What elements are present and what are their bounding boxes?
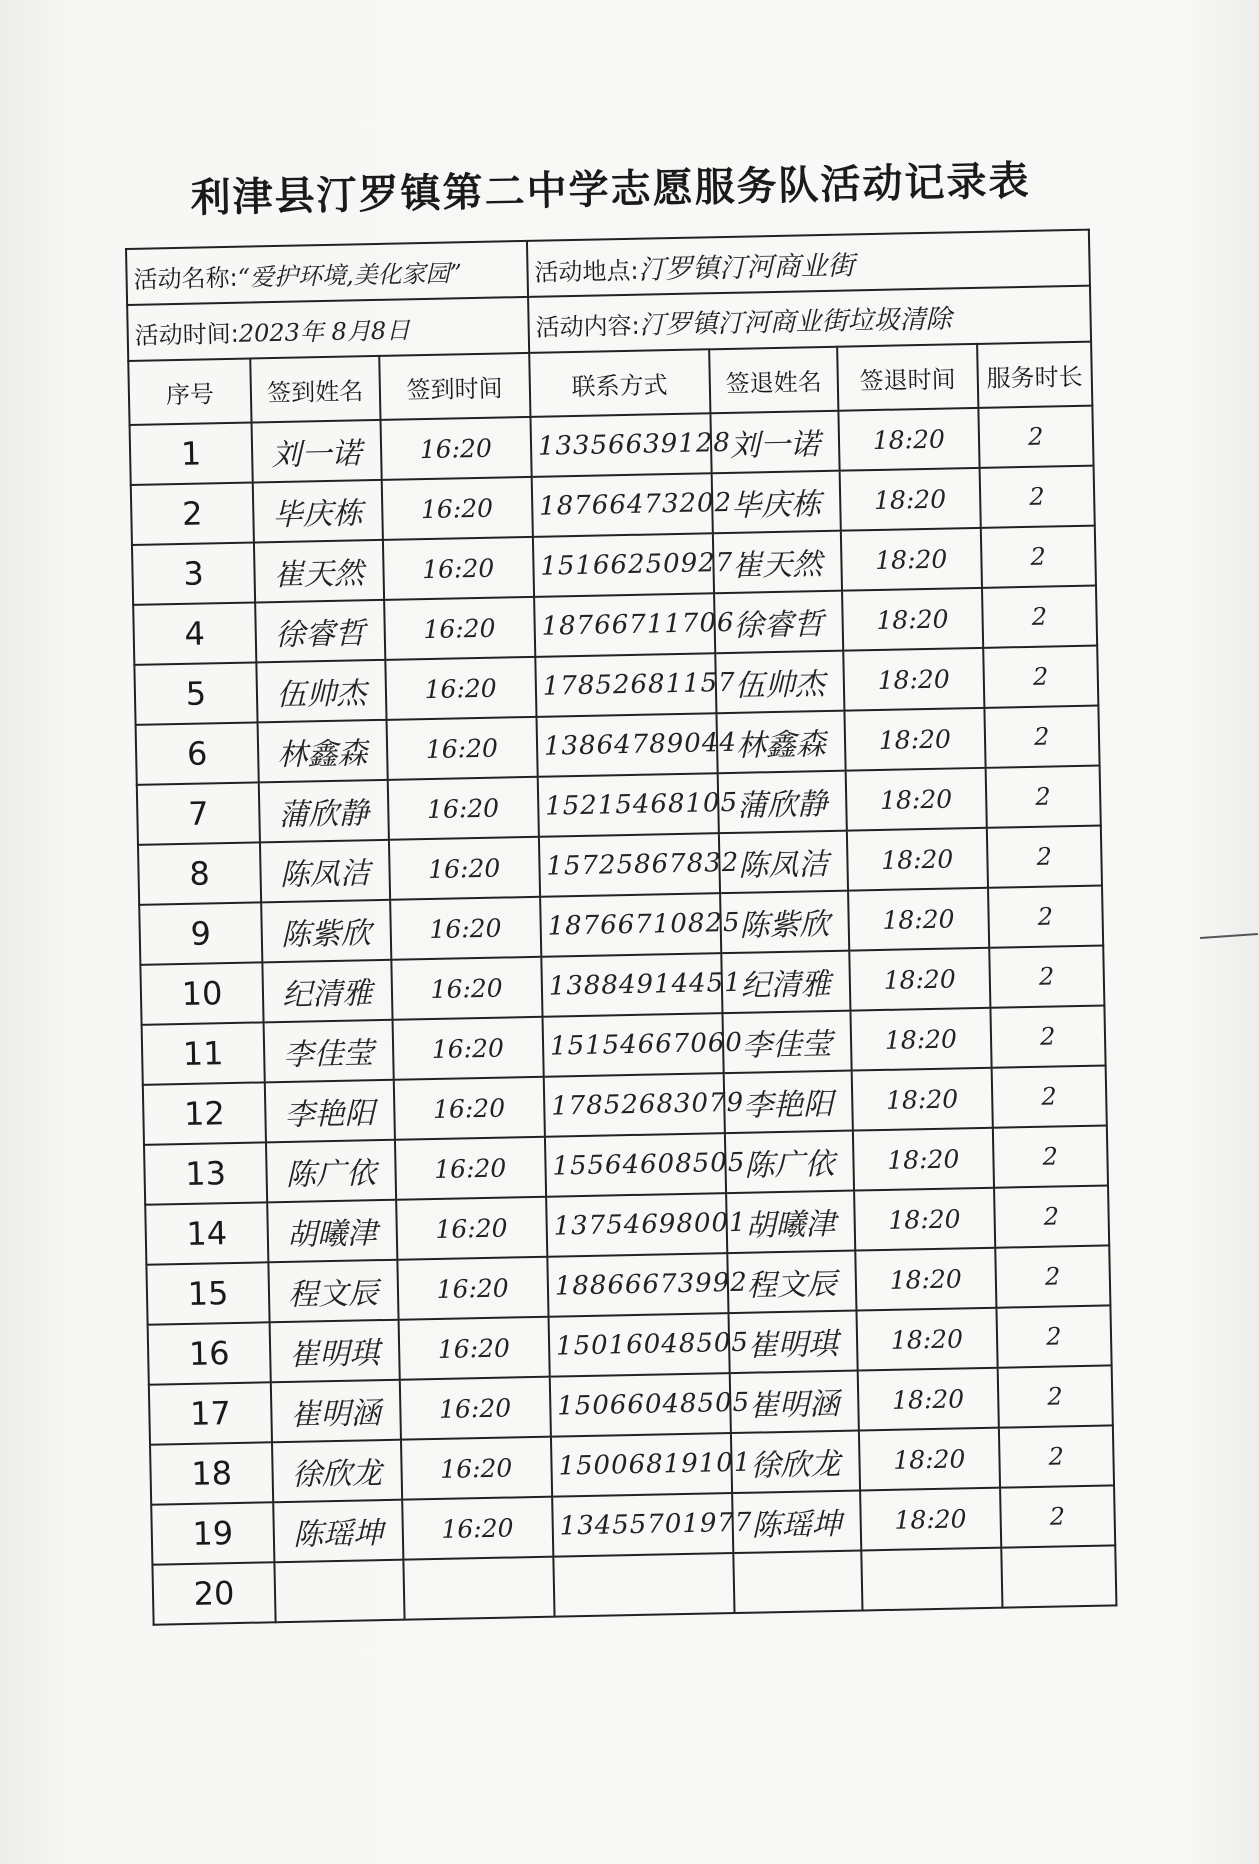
service-hours-cell: 2: [988, 886, 1104, 948]
col-header-signin-name: 签到姓名: [250, 356, 380, 423]
signout-name-cell: 伍帅杰: [715, 651, 845, 714]
signout-name-cell: [733, 1550, 863, 1613]
row-number-cell: 10: [140, 962, 263, 1024]
signin-time-cell: 16:20: [394, 1137, 546, 1200]
activity-content-value: 汀罗镇汀河商业街垃圾清除: [639, 303, 952, 341]
row-number-cell: 4: [133, 602, 256, 664]
row-number-cell: 5: [134, 662, 257, 724]
signout-time-cell: 18:20: [845, 708, 986, 771]
signin-time-cell: 16:20: [391, 957, 543, 1020]
signin-name-cell: 徐欣龙: [272, 1440, 402, 1503]
signout-time-cell: 18:20: [852, 1068, 993, 1131]
signout-name-cell: 崔明琪: [728, 1311, 858, 1374]
signout-time-cell: 18:20: [859, 1428, 1000, 1491]
signin-time-cell: 16:20: [382, 537, 534, 600]
page-title: 利津县汀罗镇第二中学志愿服务队活动记录表: [190, 158, 1031, 222]
signin-time-cell: 16:20: [390, 897, 542, 960]
signout-time-cell: 18:20: [839, 408, 980, 471]
signout-time-cell: 18:20: [848, 888, 989, 951]
signout-time-cell: 18:20: [849, 948, 990, 1011]
service-hours-cell: 2: [1000, 1485, 1116, 1547]
signout-name-cell: 徐欣龙: [731, 1431, 861, 1494]
service-hours-cell: 2: [995, 1245, 1111, 1307]
signin-time-cell: 16:20: [396, 1197, 548, 1260]
service-hours-cell: 2: [989, 946, 1105, 1008]
signin-name-cell: 陈凤洁: [260, 840, 390, 903]
signin-name-cell: 李佳莹: [264, 1020, 394, 1083]
signout-time-cell: 18:20: [841, 528, 982, 591]
contact-phone-cell: 15016048505: [548, 1313, 729, 1377]
signin-time-cell: 16:20: [399, 1377, 551, 1440]
row-number-cell: 7: [137, 782, 260, 844]
contact-phone-cell: 15066048505: [550, 1373, 731, 1437]
col-header-contact: 联系方式: [529, 349, 710, 417]
row-number-cell: 2: [131, 482, 254, 544]
signout-name-cell: 崔明涵: [729, 1371, 859, 1434]
signout-name-cell: 蒲欣静: [717, 771, 847, 834]
signin-name-cell: 纪清雅: [262, 960, 392, 1023]
signout-time-cell: 18:20: [847, 828, 988, 891]
signin-time-cell: 16:20: [398, 1317, 550, 1380]
activity-place-value: 汀罗镇汀河商业街: [638, 249, 855, 286]
signout-name-cell: 李佳莹: [722, 1011, 852, 1074]
col-header-signout-time: 签退时间: [837, 344, 978, 411]
signin-time-cell: 16:20: [397, 1257, 549, 1320]
row-number-cell: 20: [152, 1562, 275, 1624]
signin-time-cell: 16:20: [392, 1017, 544, 1080]
activity-content-label: 活动内容:: [535, 311, 640, 342]
service-hours-cell: [1001, 1545, 1117, 1607]
service-hours-cell: 2: [982, 586, 1098, 648]
row-number-cell: 9: [139, 902, 262, 964]
signin-time-cell: [403, 1557, 555, 1620]
service-hours-cell: 2: [996, 1305, 1112, 1367]
contact-phone-cell: 18766711706: [534, 593, 715, 657]
signout-time-cell: 18:20: [854, 1188, 995, 1251]
signin-time-cell: 16:20: [381, 477, 533, 540]
signout-time-cell: 18:20: [853, 1128, 994, 1191]
contact-phone-cell: [553, 1553, 734, 1617]
activity-record-table: [125, 229, 1117, 1626]
signout-name-cell: 陈凤洁: [718, 831, 848, 894]
signin-name-cell: 崔天然: [254, 540, 384, 603]
contact-phone-cell: 17852681157: [535, 653, 716, 717]
signin-name-cell: 胡曦津: [267, 1200, 397, 1263]
col-header-no: 序号: [128, 359, 251, 425]
row-number-cell: 16: [148, 1322, 271, 1384]
service-hours-cell: 2: [997, 1365, 1113, 1427]
signin-name-cell: 崔明琪: [270, 1320, 400, 1383]
service-hours-cell: 2: [983, 646, 1099, 708]
contact-phone-cell: 13884914451: [541, 953, 722, 1017]
signin-name-cell: 蒲欣静: [259, 780, 389, 843]
service-hours-cell: 2: [986, 826, 1102, 888]
service-hours-cell: 2: [985, 766, 1101, 828]
signin-name-cell: 陈瑶坤: [273, 1500, 403, 1563]
service-hours-cell: 2: [980, 526, 1096, 588]
signout-time-cell: 18:20: [858, 1368, 999, 1431]
service-hours-cell: 2: [984, 706, 1100, 768]
row-number-cell: 6: [136, 722, 259, 784]
activity-time-value: 2023年 8月8日: [238, 315, 411, 348]
signin-time-cell: 16:20: [388, 837, 540, 900]
signin-name-cell: 毕庆栋: [253, 480, 383, 543]
contact-phone-cell: 13864789044: [536, 713, 717, 777]
activity-name-value: “爱护环境,美化家园”: [237, 258, 463, 292]
row-number-cell: 3: [132, 542, 255, 604]
signin-time-cell: 16:20: [386, 717, 538, 780]
row-number-cell: 15: [146, 1262, 269, 1324]
signout-time-cell: [861, 1548, 1002, 1611]
row-number-cell: 11: [142, 1022, 265, 1084]
service-hours-cell: 2: [994, 1185, 1110, 1247]
signout-name-cell: 程文辰: [727, 1251, 857, 1314]
signout-name-cell: 毕庆栋: [711, 471, 841, 534]
signout-name-cell: 陈紫欣: [720, 891, 850, 954]
signout-time-cell: 18:20: [840, 468, 981, 531]
row-number-cell: 13: [144, 1142, 267, 1204]
row-number-cell: 17: [149, 1382, 272, 1444]
contact-phone-cell: 15006819101: [551, 1433, 732, 1497]
contact-phone-cell: 18866673992: [547, 1253, 728, 1317]
row-number-cell: 8: [138, 842, 261, 904]
contact-phone-cell: 18766710825: [540, 893, 721, 957]
row-number-cell: 18: [150, 1442, 273, 1504]
signout-time-cell: 18:20: [851, 1008, 992, 1071]
signout-time-cell: 18:20: [842, 588, 983, 651]
signout-name-cell: 陈瑶坤: [732, 1490, 862, 1553]
signout-time-cell: 18:20: [846, 768, 987, 831]
activity-time-label: 活动时间:: [134, 319, 240, 350]
signout-name-cell: 纪清雅: [721, 951, 851, 1014]
signin-time-cell: 16:20: [393, 1077, 545, 1140]
signin-time-cell: 16:20: [401, 1437, 553, 1500]
service-hours-cell: 2: [992, 1125, 1108, 1187]
col-header-hours: 服务时长: [977, 342, 1093, 408]
col-header-signout-name: 签退姓名: [709, 347, 839, 414]
contact-phone-cell: 15725867832: [539, 833, 720, 897]
signout-time-cell: 18:20: [843, 648, 984, 711]
signin-name-cell: 林鑫森: [258, 720, 388, 783]
signin-name-cell: 伍帅杰: [256, 660, 386, 723]
contact-phone-cell: 15166250927: [533, 533, 714, 597]
signin-name-cell: 程文辰: [268, 1260, 398, 1323]
record-sheet: [125, 229, 1117, 1626]
signin-name-cell: 李艳阳: [265, 1080, 395, 1143]
signin-time-cell: 16:20: [384, 597, 536, 660]
signout-name-cell: 陈广依: [724, 1131, 854, 1194]
contact-phone-cell: 13356639128: [530, 413, 711, 477]
signout-name-cell: 胡曦津: [726, 1191, 856, 1254]
row-number-cell: 1: [130, 422, 253, 484]
signin-name-cell: 徐睿哲: [255, 600, 385, 663]
signin-name-cell: 刘一诺: [252, 420, 382, 483]
row-number-cell: 12: [143, 1082, 266, 1144]
service-hours-cell: 2: [991, 1065, 1107, 1127]
signout-name-cell: 林鑫森: [716, 711, 846, 774]
signout-name-cell: 李艳阳: [723, 1071, 853, 1134]
signin-time-cell: 16:20: [387, 777, 539, 840]
signin-name-cell: [274, 1560, 404, 1623]
signin-name-cell: 陈紫欣: [261, 900, 391, 963]
row-number-cell: 14: [145, 1202, 268, 1264]
row-number-cell: 19: [151, 1502, 274, 1564]
service-hours-cell: 2: [978, 406, 1094, 468]
signout-time-cell: 18:20: [860, 1488, 1001, 1551]
activity-name-cell: [126, 241, 528, 305]
signout-name-cell: 徐睿哲: [714, 591, 844, 654]
service-hours-cell: 2: [998, 1425, 1114, 1487]
activity-name-label: 活动名称:: [133, 263, 238, 294]
service-hours-cell: 2: [990, 1005, 1106, 1067]
signin-time-cell: 16:20: [385, 657, 537, 720]
activity-place-label: 活动地点:: [534, 256, 639, 287]
contact-phone-cell: 15564608505: [545, 1133, 726, 1197]
service-hours-cell: 2: [979, 466, 1095, 528]
contact-phone-cell: 18766473202: [532, 473, 713, 537]
contact-phone-cell: 17852683079: [544, 1073, 725, 1137]
contact-phone-cell: 13754698001: [546, 1193, 727, 1257]
col-header-signin-time: 签到时间: [379, 353, 531, 420]
signin-name-cell: 陈广依: [266, 1140, 396, 1203]
record-rows: [130, 406, 1117, 1625]
signin-time-cell: 16:20: [402, 1497, 554, 1560]
signout-name-cell: 崔天然: [712, 531, 842, 594]
signin-time-cell: 16:20: [380, 417, 532, 480]
activity-time-cell: [127, 297, 529, 361]
contact-phone-cell: 15154667060: [542, 1013, 723, 1077]
contact-phone-cell: 13455701977: [552, 1493, 733, 1557]
signout-time-cell: 18:20: [855, 1248, 996, 1311]
signin-name-cell: 崔明涵: [271, 1380, 401, 1443]
signout-name-cell: 刘一诺: [710, 411, 840, 474]
contact-phone-cell: 15215468105: [538, 773, 719, 837]
signout-time-cell: 18:20: [857, 1308, 998, 1371]
